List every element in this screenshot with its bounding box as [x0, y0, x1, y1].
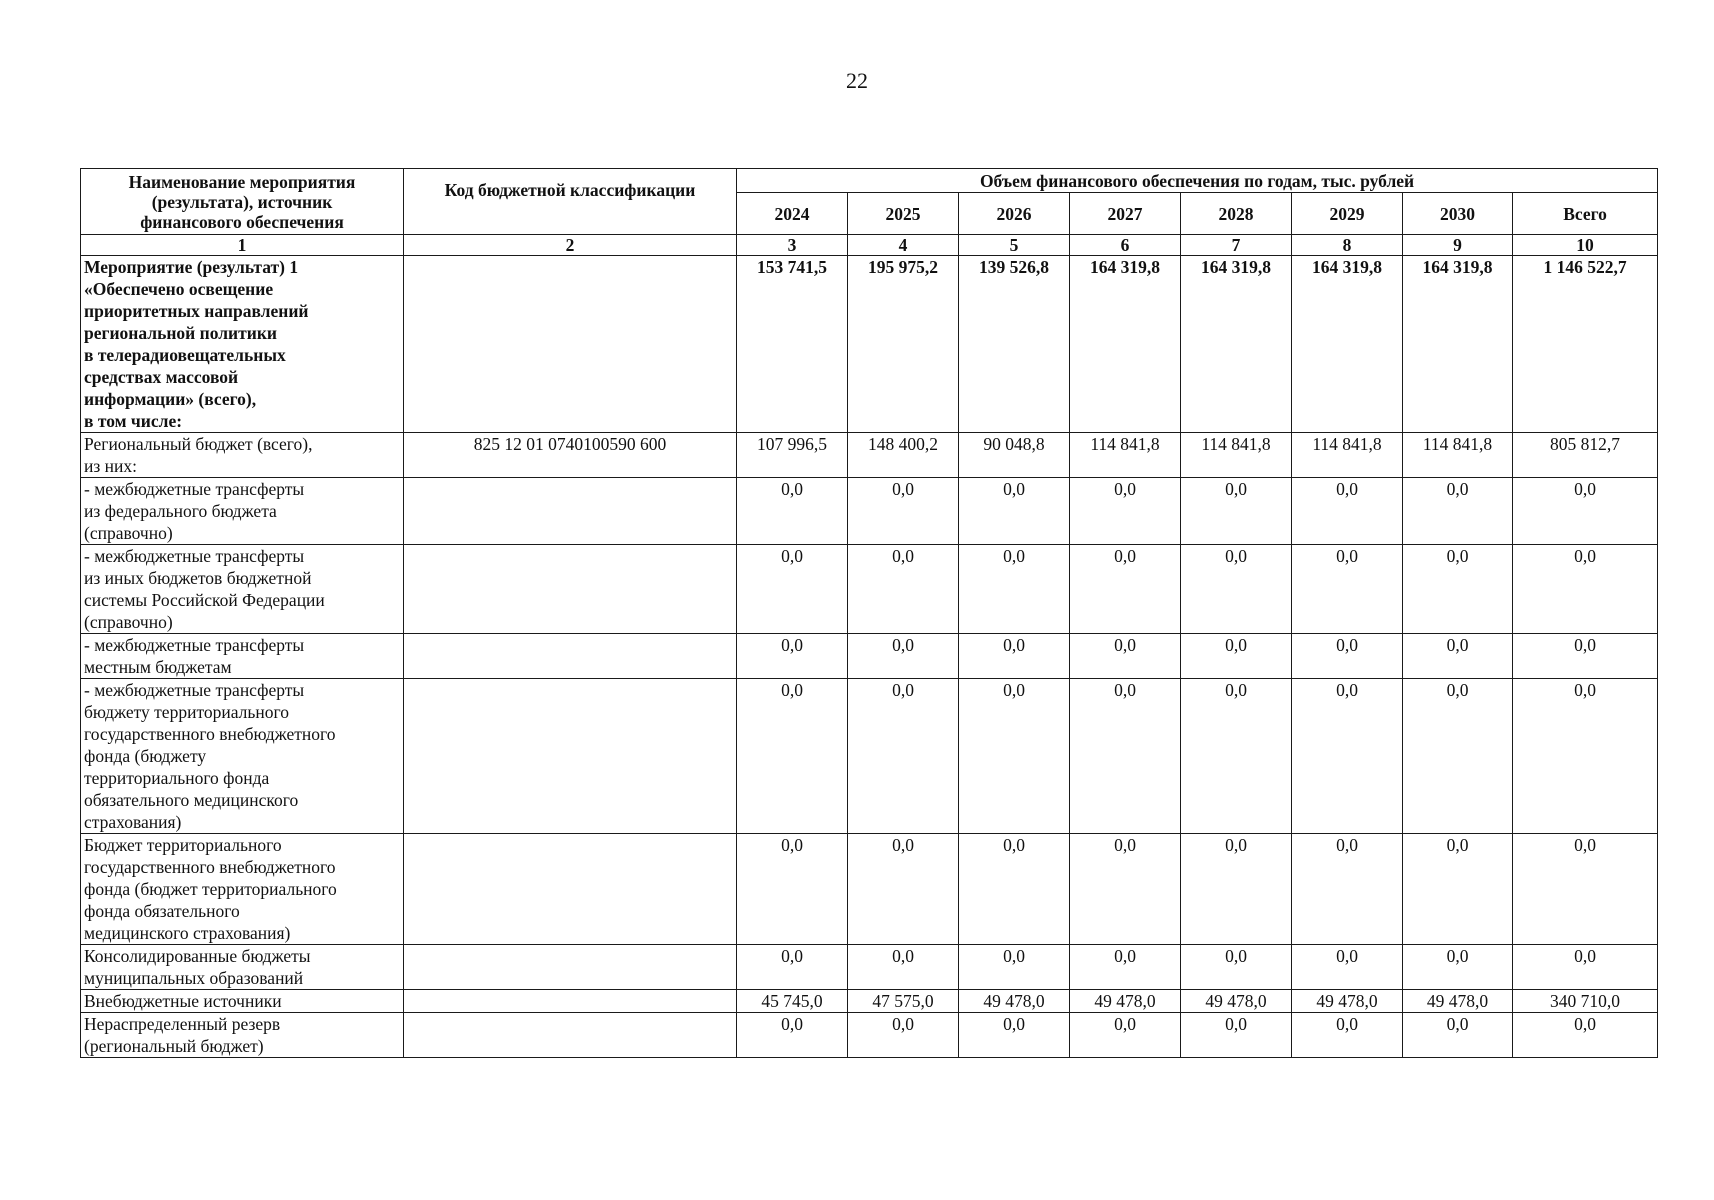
- row-value-cell: 0,0: [1181, 545, 1292, 634]
- header-code-column: Код бюджетной классификации: [404, 169, 737, 235]
- column-number: 8: [1292, 235, 1403, 256]
- row-total-cell: 805 812,7: [1513, 433, 1658, 478]
- header-volume-group: Объем финансового обеспечения по годам, тыс. рублей: [737, 169, 1658, 193]
- row-name-line: государственного внебюджетного: [84, 724, 336, 744]
- row-value-cell: 49 478,0: [1070, 990, 1181, 1013]
- row-name-cell: [81, 990, 404, 1013]
- row-name-cell: [81, 834, 404, 945]
- row-value-cell: 0,0: [1181, 478, 1292, 545]
- row-total-cell: 0,0: [1513, 634, 1658, 679]
- row-name-line: информации» (всего),: [84, 389, 257, 409]
- row-name-line: - межбюджетные трансферты: [84, 635, 305, 655]
- row-name-line: в том числе:: [84, 411, 183, 431]
- table-row: [81, 990, 1658, 1013]
- header-name-line: Наименование мероприятия: [128, 171, 356, 192]
- table-row: [81, 478, 1658, 545]
- row-name-line: (региональный бюджет): [84, 1036, 264, 1056]
- row-name-cell: [81, 256, 404, 433]
- row-value-cell: 47 575,0: [848, 990, 959, 1013]
- row-name-line: обязательного медицинского: [84, 790, 299, 810]
- header-total: Всего: [1513, 193, 1658, 235]
- row-value-cell: 164 319,8: [1181, 256, 1292, 433]
- header-year-2026: 2026: [959, 193, 1070, 235]
- row-code-cell: [404, 990, 737, 1013]
- column-number: 4: [848, 235, 959, 256]
- row-name-line: региональной политики: [84, 323, 277, 343]
- header-name-column: [81, 169, 404, 235]
- table-row: [81, 433, 1658, 478]
- row-total-cell: 0,0: [1513, 834, 1658, 945]
- row-name-cell: [81, 1013, 404, 1058]
- row-value-cell: 0,0: [848, 679, 959, 834]
- row-value-cell: 139 526,8: [959, 256, 1070, 433]
- row-value-cell: 0,0: [1181, 945, 1292, 990]
- row-value-cell: 0,0: [737, 679, 848, 834]
- row-value-cell: 0,0: [1403, 634, 1513, 679]
- row-value-cell: 45 745,0: [737, 990, 848, 1013]
- row-name-line: из иных бюджетов бюджетной: [84, 568, 312, 588]
- row-value-cell: 0,0: [1292, 679, 1403, 834]
- row-code-cell: [404, 834, 737, 945]
- row-value-cell: 164 319,8: [1403, 256, 1513, 433]
- row-value-cell: 195 975,2: [848, 256, 959, 433]
- row-total-cell: 1 146 522,7: [1513, 256, 1658, 433]
- row-name-line: Нераспределенный резерв: [84, 1014, 281, 1034]
- column-number: 3: [737, 235, 848, 256]
- row-value-cell: 49 478,0: [1403, 990, 1513, 1013]
- row-value-cell: 0,0: [959, 679, 1070, 834]
- column-number: 6: [1070, 235, 1181, 256]
- row-value-cell: 153 741,5: [737, 256, 848, 433]
- row-value-cell: 0,0: [959, 945, 1070, 990]
- row-name-line: - межбюджетные трансферты: [84, 680, 305, 700]
- financing-table-container: [80, 168, 1658, 1058]
- row-total-cell: 0,0: [1513, 545, 1658, 634]
- row-name-line: (справочно): [84, 523, 173, 543]
- row-name-line: государственного внебюджетного: [84, 857, 336, 877]
- row-value-cell: 0,0: [848, 1013, 959, 1058]
- row-value-cell: 0,0: [737, 945, 848, 990]
- row-code-cell: [404, 1013, 737, 1058]
- table-row: [81, 1013, 1658, 1058]
- row-value-cell: 0,0: [1292, 1013, 1403, 1058]
- table-body: [81, 256, 1658, 1058]
- row-value-cell: 0,0: [1181, 834, 1292, 945]
- column-number: 10: [1513, 235, 1658, 256]
- header-year-2028: 2028: [1181, 193, 1292, 235]
- row-total-cell: 0,0: [1513, 478, 1658, 545]
- row-name-line: местным бюджетам: [84, 657, 232, 677]
- header-name-line: (результата), источник: [151, 191, 333, 212]
- row-total-cell: 0,0: [1513, 1013, 1658, 1058]
- table-row: [81, 256, 1658, 433]
- row-name-line: из федерального бюджета: [84, 501, 277, 521]
- row-value-cell: 49 478,0: [1292, 990, 1403, 1013]
- row-value-cell: 0,0: [1181, 1013, 1292, 1058]
- table-row: [81, 679, 1658, 834]
- row-name-line: системы Российской Федерации: [84, 590, 325, 610]
- row-value-cell: 164 319,8: [1292, 256, 1403, 433]
- row-value-cell: 90 048,8: [959, 433, 1070, 478]
- row-value-cell: 49 478,0: [959, 990, 1070, 1013]
- row-name-line: фонда (бюджету: [84, 746, 207, 766]
- row-name-line: приоритетных направлений: [84, 301, 309, 321]
- row-value-cell: 0,0: [1070, 545, 1181, 634]
- table-row: [81, 834, 1658, 945]
- row-name-line: «Обеспечено освещение: [84, 279, 274, 299]
- row-value-cell: 0,0: [959, 1013, 1070, 1058]
- row-value-cell: 0,0: [1070, 945, 1181, 990]
- column-number: 7: [1181, 235, 1292, 256]
- row-value-cell: 0,0: [848, 478, 959, 545]
- row-value-cell: 0,0: [1403, 834, 1513, 945]
- row-value-cell: 0,0: [1070, 1013, 1181, 1058]
- row-value-cell: 114 841,8: [1070, 433, 1181, 478]
- row-value-cell: 0,0: [959, 634, 1070, 679]
- column-number: 2: [404, 235, 737, 256]
- header-year-2027: 2027: [1070, 193, 1181, 235]
- row-value-cell: 0,0: [1070, 679, 1181, 834]
- header-year-2024: 2024: [737, 193, 848, 235]
- row-code-cell: [404, 679, 737, 834]
- row-value-cell: 0,0: [1070, 834, 1181, 945]
- row-value-cell: 0,0: [1403, 545, 1513, 634]
- row-code-cell: [404, 945, 737, 990]
- row-value-cell: 164 319,8: [1070, 256, 1181, 433]
- table-row: [81, 634, 1658, 679]
- row-name-line: муниципальных образований: [84, 968, 304, 988]
- row-value-cell: 0,0: [959, 834, 1070, 945]
- table-row: [81, 545, 1658, 634]
- row-value-cell: 0,0: [848, 545, 959, 634]
- row-value-cell: 0,0: [1292, 478, 1403, 545]
- row-code-cell: [404, 545, 737, 634]
- row-name-line: фонда (бюджет территориального: [84, 879, 337, 899]
- row-value-cell: 0,0: [1181, 634, 1292, 679]
- row-name-cell: [81, 945, 404, 990]
- column-number: 9: [1403, 235, 1513, 256]
- row-name-line: бюджету территориального: [84, 702, 289, 722]
- row-value-cell: 0,0: [1292, 634, 1403, 679]
- row-name-cell: [81, 679, 404, 834]
- row-value-cell: 114 841,8: [1181, 433, 1292, 478]
- row-value-cell: 0,0: [1403, 679, 1513, 834]
- row-value-cell: 0,0: [737, 634, 848, 679]
- row-total-cell: 0,0: [1513, 945, 1658, 990]
- row-total-cell: 0,0: [1513, 679, 1658, 834]
- row-value-cell: 114 841,8: [1292, 433, 1403, 478]
- row-value-cell: 107 996,5: [737, 433, 848, 478]
- row-name-cell: [81, 433, 404, 478]
- column-number: 5: [959, 235, 1070, 256]
- header-year-2030: 2030: [1403, 193, 1513, 235]
- row-value-cell: 0,0: [737, 478, 848, 545]
- row-code-cell: [404, 478, 737, 545]
- row-code-cell: [404, 634, 737, 679]
- row-value-cell: 49 478,0: [1181, 990, 1292, 1013]
- row-value-cell: 0,0: [959, 545, 1070, 634]
- row-name-line: Региональный бюджет (всего),: [84, 434, 313, 454]
- row-name-line: (справочно): [84, 612, 173, 632]
- page-number: 22: [846, 68, 868, 93]
- row-name-line: Внебюджетные источники: [84, 991, 282, 1011]
- row-name-cell: [81, 478, 404, 545]
- row-name-line: в телерадиовещательных: [84, 345, 286, 365]
- row-value-cell: 0,0: [1403, 478, 1513, 545]
- row-value-cell: 0,0: [1292, 834, 1403, 945]
- row-value-cell: 0,0: [1292, 545, 1403, 634]
- row-name-line: средствах массовой: [84, 367, 239, 387]
- row-name-line: Мероприятие (результат) 1: [84, 257, 299, 277]
- row-value-cell: 0,0: [1403, 1013, 1513, 1058]
- row-name-cell: [81, 545, 404, 634]
- table-row: [81, 945, 1658, 990]
- row-code-cell: [404, 256, 737, 433]
- header-year-2025: 2025: [848, 193, 959, 235]
- row-value-cell: 0,0: [1070, 634, 1181, 679]
- row-name-line: - межбюджетные трансферты: [84, 546, 305, 566]
- row-code-cell: 825 12 01 0740100590 600: [404, 433, 737, 478]
- row-value-cell: 0,0: [959, 478, 1070, 545]
- row-name-line: медицинского страхования): [84, 923, 291, 943]
- row-value-cell: 0,0: [848, 834, 959, 945]
- row-total-cell: 340 710,0: [1513, 990, 1658, 1013]
- row-name-line: Консолидированные бюджеты: [84, 946, 311, 966]
- row-value-cell: 0,0: [848, 945, 959, 990]
- row-name-line: - межбюджетные трансферты: [84, 479, 305, 499]
- row-value-cell: 0,0: [737, 834, 848, 945]
- row-value-cell: 0,0: [848, 634, 959, 679]
- row-value-cell: 0,0: [1181, 679, 1292, 834]
- row-value-cell: 0,0: [1403, 945, 1513, 990]
- column-number: 1: [81, 235, 404, 256]
- row-value-cell: 0,0: [1292, 945, 1403, 990]
- row-name-line: Бюджет территориального: [84, 835, 282, 855]
- row-value-cell: 0,0: [1070, 478, 1181, 545]
- row-value-cell: 0,0: [737, 545, 848, 634]
- row-name-line: фонда обязательного: [84, 901, 240, 921]
- row-value-cell: 114 841,8: [1403, 433, 1513, 478]
- financing-table: [80, 168, 1658, 1058]
- row-value-cell: 0,0: [737, 1013, 848, 1058]
- row-name-line: из них:: [84, 456, 137, 476]
- row-name-line: страхования): [84, 812, 182, 832]
- header-year-2029: 2029: [1292, 193, 1403, 235]
- row-value-cell: 148 400,2: [848, 433, 959, 478]
- header-name-line: финансового обеспечения: [140, 211, 344, 232]
- row-name-cell: [81, 634, 404, 679]
- row-name-line: территориального фонда: [84, 768, 270, 788]
